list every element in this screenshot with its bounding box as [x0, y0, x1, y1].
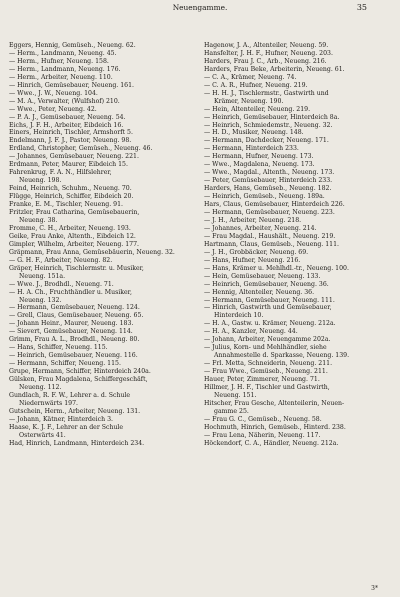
directory-entry: Endelmann, J. F. J., Pastor, Neueng. 98. — [9, 137, 132, 145]
directory-entry: — Wwe., Peter, Neueng. 42. — [9, 105, 97, 113]
directory-entry: — Frau Lena, Näherin, Neueng. 117. — [204, 431, 321, 439]
directory-entry: Gutschein, Herm., Arbeiter, Neueng. 131. — [9, 407, 141, 415]
directory-entry: — Sievert, Gemüsebauer, Neueng. 114. — [9, 328, 133, 336]
directory-entry: — Hermann, Dachdecker, Neueng. 171. — [204, 137, 329, 145]
directory-entry-continuation: Osterwärts 41. — [19, 431, 66, 439]
directory-entry: Feind, Heinrich, Schuhm., Neueng. 70. — [9, 185, 132, 193]
directory-entry: — Grell, Claus, Gemüsebauer, Neueng. 65. — [9, 312, 144, 320]
directory-entry: — Hein, Gemüsebauer, Neueng. 133. — [204, 272, 321, 280]
directory-entry: — H. A., Gastw. u. Krämer, Neueng. 212a. — [204, 320, 336, 328]
directory-entry: — Johann, Kätner, Hinterdeich 3. — [9, 415, 113, 423]
directory-entry: — C. A., Krämer, Neueng. 74. — [204, 73, 297, 81]
directory-entry: — Frau G. C., Gemüseb., Neueng. 58. — [204, 415, 322, 423]
directory-entry: — Wwe., Magdalena, Neueng. 173. — [204, 161, 315, 169]
directory-entry: Gimpler, Wilhelm, Arbeiter, Neueng. 177. — [9, 240, 140, 248]
directory-entry: Flügge, Heinrich, Schiffer, Eibdeich 20. — [9, 193, 134, 201]
directory-entry: — Hermann, Schiffer, Neueng. 115. — [9, 360, 121, 368]
directory-entry: — J. H., Grobbäcker, Neueng. 69. — [204, 248, 309, 256]
directory-entry-continuation: Neueng. 112. — [19, 383, 62, 391]
directory-entry-continuation: Neueng. 198. — [19, 177, 62, 185]
directory-entry-continuation: Neueng. 132. — [19, 296, 62, 304]
directory-entry: Hitscher, Frau Gesche, Altenteilerin, Neuen- — [204, 399, 345, 407]
directory-entry: — Hans, Hufner, Neueng. 216. — [204, 256, 301, 264]
left-column — [9, 42, 194, 448]
directory-entry: — Herm., Landmann, Neueng. 176. — [9, 65, 121, 73]
directory-entry: Eichs, J. F. H., Arbeiter, Eibdeich 16. — [9, 121, 124, 129]
directory-entry-continuation: Neueng. 151. — [214, 391, 257, 399]
directory-entry: Hagenow, J. A., Altenteiler, Neueng. 59. — [204, 42, 329, 49]
directory-entry: — Hermann, Hufner, Neueng. 173. — [204, 153, 314, 161]
directory-entry: Franke, E. M., Tischler, Neueng. 91. — [9, 201, 123, 209]
directory-entry: — Hermann, Gemüsebauer, Neueng. 223. — [204, 209, 335, 217]
directory-entry-continuation: Hinterdeich 10. — [214, 312, 264, 320]
directory-entry-continuation: Annahmestelle d. Sparkasse, Neueng. 139. — [214, 352, 350, 360]
directory-entry: Fritzler, Frau Catharina, Gemüsebauerin, — [9, 209, 140, 217]
directory-entry: Haase, K. J. F., Lehrer an der Schule — [9, 423, 124, 431]
directory-entry: Erdland, Christopher, Gemüseh., Neueng. 46. — [9, 145, 153, 153]
directory-entry: Had, Hinrich, Landmann, Hinterdeich 234. — [9, 439, 145, 447]
directory-entry: Fahrenkrug, F. A. N., Hilfslehrer, — [9, 169, 112, 177]
directory-entry: — Hermann, Gemüsebauer, Neueng. 124. — [9, 304, 140, 312]
directory-entry: — Heinrich, Gemüsebauer, Neueng. 116. — [9, 352, 138, 360]
directory-entry-continuation: Krämer, Neueng. 190. — [214, 97, 284, 105]
directory-entry: Gülsken, Frau Magdalena, Schiffergeschäft, — [9, 376, 148, 384]
directory-entry-continuation: gamme 25. — [214, 407, 249, 415]
directory-entry: Fromme, C. H., Arbeiter, Neueng. 193. — [9, 224, 131, 232]
directory-entry: — Hermann, Hinterdeich 233. — [204, 145, 299, 153]
directory-entry: Gräpmann, Frau Anna, Gemüsebäuerin, Neueng. 32. — [9, 248, 175, 256]
directory-entry: — Johann, Arbeiter, Neuengamme 202a. — [204, 336, 331, 344]
directory-entry: — Wwe., J. W., Neueng. 104. — [9, 89, 98, 97]
directory-entry: — Herm., Hufner, Neueng. 158. — [9, 57, 109, 65]
directory-entry: — Heinrich, Gemüsebauer, Neueng. 36. — [204, 280, 329, 288]
directory-entry: — Heinrich, Gemüseb., Neueng. 189a. — [204, 193, 325, 201]
directory-entry: — Wwe., Magdal., Altenth., Neueng. 173. — [204, 169, 335, 177]
directory-entry: — J. H., Arbeiter, Neueng. 218. — [204, 216, 302, 224]
directory-entry: Hochmuth, Hinrich, Gemüseb., Hinterd. 238. — [204, 423, 346, 431]
directory-entry: Harders, Hans, Gemüseb., Neueng. 182. — [204, 185, 332, 193]
directory-entry: — Johannes, Arbeiter, Neueng. 214. — [204, 224, 317, 232]
directory-entry: — G. H. F., Arbeiter, Neueng. 82. — [9, 256, 113, 264]
directory-entry: Hillmer, J. H. F., Tischler und Gastwirth, — [204, 383, 330, 391]
directory-entry: Grimm, Frau A. L., Brodhdl., Neueng. 80. — [9, 336, 140, 344]
directory-entry: — Hein, Altenteiler, Neueng. 219. — [204, 105, 311, 113]
directory-entry: — H. A., Kanzler, Neueng. 44. — [204, 328, 298, 336]
directory-entry: Erdmann, Peter, Maurer, Eibdeich 15. — [9, 161, 128, 169]
page-header — [0, 3, 400, 17]
directory-entry: — Hans, Schiffer, Neueng. 115. — [9, 344, 108, 352]
directory-entry: — Hermann, Gemüsebauer, Neueng. 111. — [204, 296, 335, 304]
directory-entry: — Herm., Landmann, Neueng. 45. — [9, 49, 117, 57]
directory-entry: Grupe, Hermann, Schiffer, Hinterdeich 240a. — [9, 368, 151, 376]
directory-entry: — Hinrich, Gemüsebauer, Neueng. 161. — [9, 81, 135, 89]
directory-entry-continuation: Neueng. 38. — [19, 216, 58, 224]
directory-entry: — C. A. R., Hufner, Neueng. 219. — [204, 81, 308, 89]
directory-entry: — Frau Wwe., Gemüseb., Neueng. 211. — [204, 368, 328, 376]
directory-entry: — Heinrich, Gemüsebauer, Hinterdeich 8a. — [204, 113, 340, 121]
directory-entry: — Wwe. J., Brodhdl., Neueng. 71. — [9, 280, 114, 288]
directory-entry: — Johann Heinr., Maurer, Neueng. 183. — [9, 320, 134, 328]
directory-entry: — Hennig, Altenteiler, Neueng. 36. — [204, 288, 315, 296]
directory-entry: — Herm., Arbeiter, Neueng. 110. — [9, 73, 113, 81]
directory-entry: Hars, Claus, Gemüsebauer, Hinterdeich 226. — [204, 201, 345, 209]
directory-entry: — Frl. Metta, Schneiderin, Neueng. 211. — [204, 360, 333, 368]
directory-entry: Einers, Heinrich, Tischler, Armshorft 5. — [9, 129, 133, 137]
directory-entry: — M. A., Verwalter, (Wulfshof) 210. — [9, 97, 120, 105]
directory-entry: Hansfelter, J. H. F., Hufner, Neueng. 203. — [204, 49, 333, 57]
directory-entry: — H. D., Musiker, Neueng. 148. — [204, 129, 304, 137]
directory-entry: — H. H. J., Tischlermstr., Gastwirth und — [204, 89, 329, 97]
page-number: 35 — [356, 3, 367, 12]
directory-entry: Geike, Frau Anke, Altenth., Eibdeich 12. — [9, 232, 136, 240]
running-head: Neuengamme. — [172, 3, 228, 12]
directory-entry: — Frau Magdal., Haushält., Neueng. 219. — [204, 232, 336, 240]
directory-entry: — H. A. Ch., Fruchthändler u. Musiker, — [9, 288, 132, 296]
right-column — [204, 42, 396, 448]
directory-entry: — Hans, Krämer u. Mehlhdl.-tr., Neueng. 100. — [204, 264, 349, 272]
directory-entry: Harders, Frau Beke, Arbeiterin, Neueng. 61. — [204, 65, 345, 73]
directory-entry: — Peter, Gemüsebauer, Hinterdeich 233. — [204, 177, 333, 185]
directory-entry-continuation: Niedernwärts 197. — [19, 399, 78, 407]
directory-entry: — Hinrich, Gastwirth und Gemüsebauer, — [204, 304, 332, 312]
directory-entry: Hauer, Peter, Zimmerer, Neueng. 71. — [204, 376, 320, 384]
directory-entry: — Johannes, Gemüsebauer, Neueng. 221. — [9, 153, 139, 161]
directory-entry-continuation: Neueng. 151a. — [19, 272, 66, 280]
signature-mark: 3* — [371, 585, 378, 592]
directory-entry: Gundlach, R. F. W., Lehrer a. d. Schule — [9, 391, 131, 399]
directory-entry: — Julius, Korn- und Mehlhändler, siehe — [204, 344, 327, 352]
directory-entry: Hartmann, Claus, Gemüseb., Neueng. 111. — [204, 240, 340, 248]
directory-entry: Eggers, Hennig, Gemüseh., Neueng. 62. — [9, 42, 136, 49]
directory-entry: Höckendorf, C. A., Händler, Neueng. 212a. — [204, 439, 339, 447]
directory-entry: Gräper, Heinrich, Tischlermstr. u. Musiker, — [9, 264, 144, 272]
directory-entry: — P. A. J., Gemüsebauer, Neueng. 54. — [9, 113, 126, 121]
directory-entry: Harders, Frau J. C., Arb., Neueng. 216. — [204, 57, 327, 65]
directory-entry: — Heinrich, Schmiedemstr., Neueng. 32. — [204, 121, 333, 129]
